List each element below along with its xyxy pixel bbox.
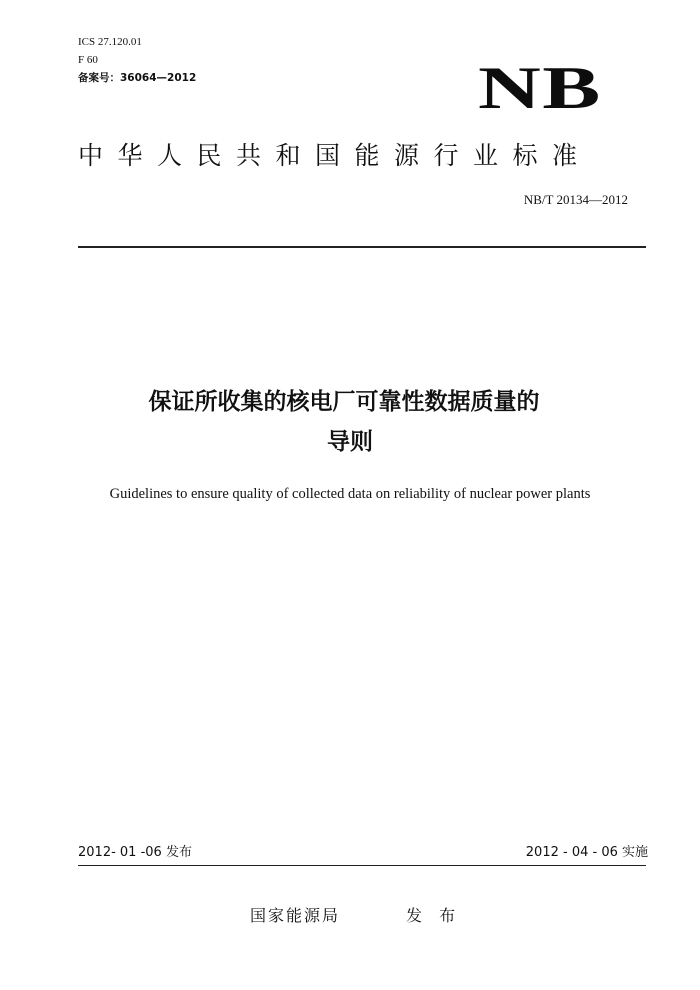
ccs-code: F 60	[78, 54, 98, 66]
record-number: 备案号：36064—2012	[78, 72, 197, 84]
document-title-english: Guidelines to ensure quality of collected data on reliability of nuclear power plants	[109, 486, 591, 502]
top-divider	[78, 246, 646, 248]
issue-date: 2012- 01 -06 发布	[78, 845, 192, 860]
issuing-authority: 国家能源局	[250, 906, 341, 925]
title-chinese-line-2: 导则	[327, 429, 373, 455]
classification-block	[78, 33, 196, 87]
ics-code: ICS 27.120.01	[78, 36, 142, 48]
nb-logo: NB	[478, 55, 602, 121]
standard-category-title: 中华人民共和国能源行业标准	[78, 141, 592, 170]
issuing-action: 发 布	[406, 906, 462, 925]
implementation-date: 2012 - 04 - 06 实施	[525, 845, 648, 860]
standard-number: NB/T 20134—2012	[523, 192, 628, 207]
document-title-chinese	[0, 382, 700, 462]
bottom-divider	[78, 865, 646, 866]
title-chinese-line-1: 保证所收集的核电厂可靠性数据质量的	[148, 389, 540, 415]
